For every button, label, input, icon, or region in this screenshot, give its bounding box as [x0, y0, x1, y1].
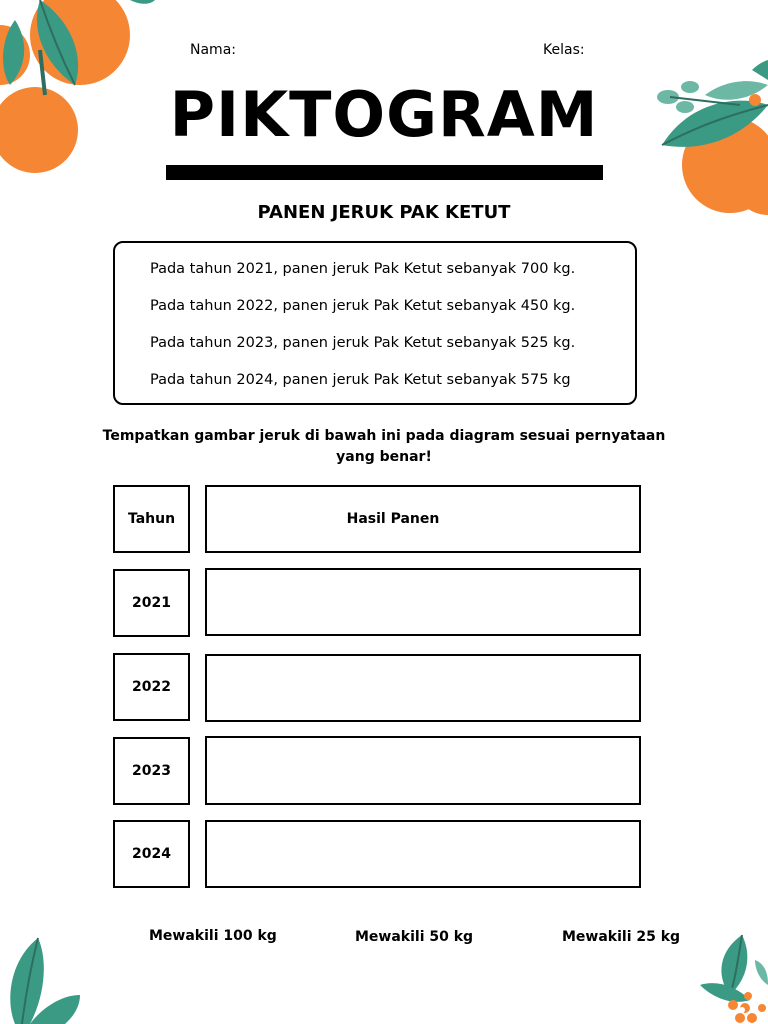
legend-100kg: Mewakili 100 kg	[149, 928, 277, 944]
class-label: Kelas:	[543, 42, 585, 58]
year-cell-2024: 2024	[113, 820, 190, 888]
statement-2022: Pada tahun 2022, panen jeruk Pak Ketut sebanyak 450 kg.	[150, 298, 576, 314]
leaf-icon	[10, 938, 80, 1024]
title-underline	[166, 165, 603, 180]
header-result-label: Hasil Panen	[346, 511, 440, 527]
year-cell-2021: 2021	[113, 569, 190, 637]
leaf-icon	[700, 935, 768, 1002]
result-cell-2022[interactable]	[205, 654, 641, 722]
legend-50kg: Mewakili 50 kg	[355, 929, 474, 945]
statement-2023: Pada tahun 2023, panen jeruk Pak Ketut sebanyak 525 kg.	[150, 335, 576, 351]
legend-25kg: Mewakili 25 kg	[562, 929, 681, 945]
statement-2021: Pada tahun 2021, panen jeruk Pak Ketut sebanyak 700 kg.	[150, 261, 576, 277]
page-title: PIKTOGRAM	[169, 78, 599, 151]
header-year-cell: Tahun	[113, 485, 190, 553]
result-cell-2023[interactable]	[205, 736, 641, 805]
result-cell-2021[interactable]	[205, 568, 641, 636]
result-cell-2024[interactable]	[205, 820, 641, 888]
statement-2024: Pada tahun 2024, panen jeruk Pak Ketut sebanyak 575 kg	[150, 372, 571, 388]
statement-box	[113, 241, 637, 405]
subtitle: PANEN JERUK PAK KETUT	[257, 202, 511, 223]
instruction-line-1: Tempatkan gambar jeruk di bawah ini pada diagram sesuai pernyataan	[102, 428, 666, 444]
year-cell-2023: 2023	[113, 737, 190, 805]
year-cell-2022: 2022	[113, 653, 190, 721]
instruction-line-2: yang benar!	[336, 449, 432, 465]
name-label: Nama:	[190, 42, 236, 58]
instruction-text	[100, 426, 668, 468]
header-result-cell	[205, 485, 641, 553]
